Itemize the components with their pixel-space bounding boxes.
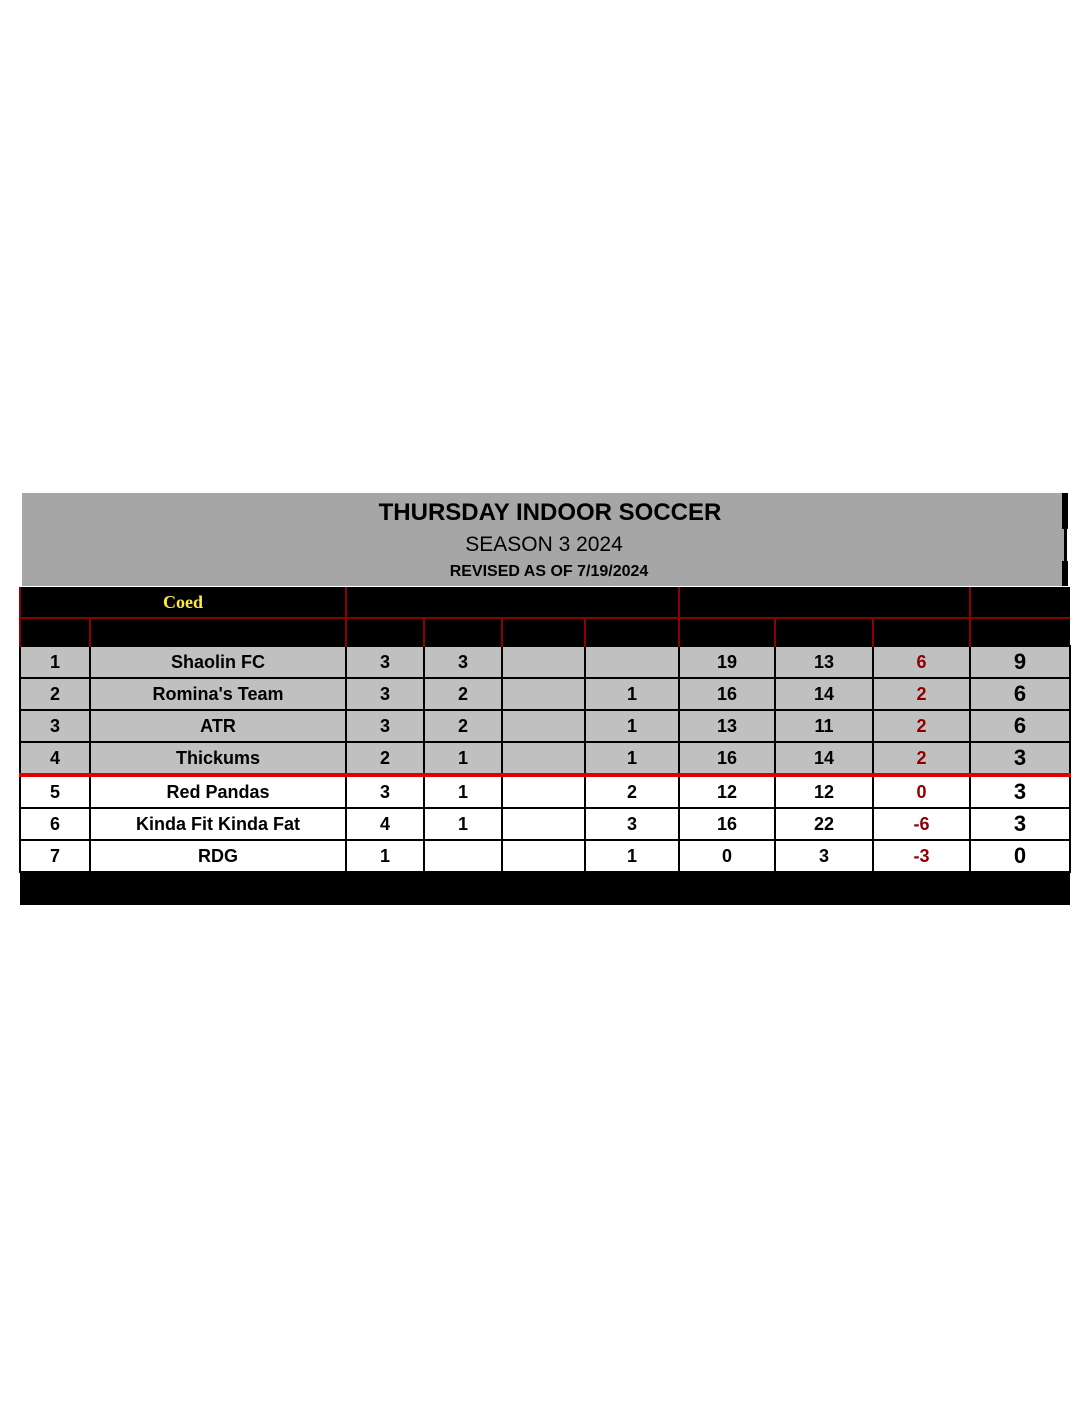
cell-losses: 1: [585, 710, 679, 742]
cell-points: 3: [970, 775, 1070, 808]
cell-for: 13: [679, 710, 775, 742]
cell-diff: 2: [873, 710, 970, 742]
table-row: [20, 808, 1070, 840]
cell-diff: 2: [873, 742, 970, 775]
cell-points: 6: [970, 710, 1070, 742]
table-row: [20, 775, 1070, 808]
cell-points: 3: [970, 808, 1070, 840]
cell-games: 1: [346, 840, 424, 872]
col-diff: DIFF.: [873, 618, 970, 646]
cell-pos: 5: [20, 775, 90, 808]
cell-pos: 4: [20, 742, 90, 775]
cell-pos: 2: [20, 678, 90, 710]
col-pos: POS.: [20, 618, 90, 646]
cell-for: 16: [679, 678, 775, 710]
cell-losses: 2: [585, 775, 679, 808]
cell-against: 22: [775, 808, 873, 840]
cell-against: 13: [775, 646, 873, 678]
col-games: GAMES: [346, 618, 424, 646]
cell-ties: [502, 646, 585, 678]
cell-team: Shaolin FC: [90, 646, 346, 678]
cell-for: 19: [679, 646, 775, 678]
cell-ties: [502, 710, 585, 742]
cell-games: 3: [346, 775, 424, 808]
cell-for: 12: [679, 775, 775, 808]
cell-pos: 3: [20, 710, 90, 742]
cell-games: 3: [346, 678, 424, 710]
cell-wins: 3: [424, 646, 502, 678]
col-team-name: TEAM NAME: [90, 618, 346, 646]
cell-ties: [502, 840, 585, 872]
cell-games: 3: [346, 710, 424, 742]
cell-losses: 1: [585, 742, 679, 775]
cell-against: 11: [775, 710, 873, 742]
col-ties: TIES: [502, 618, 585, 646]
cell-team: Red Pandas: [90, 775, 346, 808]
cell-diff: 6: [873, 646, 970, 678]
cell-against: 3: [775, 840, 873, 872]
cell-against: 14: [775, 678, 873, 710]
cell-points: 3: [970, 742, 1070, 775]
cell-wins: 2: [424, 710, 502, 742]
table-row: [20, 742, 1070, 775]
cell-points: 0: [970, 840, 1070, 872]
cell-wins: 1: [424, 775, 502, 808]
cell-ties: [502, 742, 585, 775]
cell-for: 0: [679, 840, 775, 872]
cell-wins: 2: [424, 678, 502, 710]
group-header-row: [20, 587, 1070, 618]
cell-for: 16: [679, 808, 775, 840]
cell-against: 14: [775, 742, 873, 775]
cell-diff: 0: [873, 775, 970, 808]
cell-points: 9: [970, 646, 1070, 678]
cell-diff: -6: [873, 808, 970, 840]
table-row: [20, 678, 1070, 710]
col-for: FOR: [679, 618, 775, 646]
season-record-group: SEASON RECORD: [346, 587, 679, 618]
table-row: [20, 646, 1070, 678]
cell-team: Romina's Team: [90, 678, 346, 710]
cell-ties: [502, 808, 585, 840]
revised-date: REVISED AS OF 7/19/2024: [449, 563, 649, 580]
table-row: [20, 840, 1070, 872]
cell-losses: 3: [585, 808, 679, 840]
cell-diff: 2: [873, 678, 970, 710]
cell-pos: 6: [20, 808, 90, 840]
cell-games: 2: [346, 742, 424, 775]
cell-pos: 7: [20, 840, 90, 872]
league-title: THURSDAY INDOOR SOCCER: [378, 499, 722, 526]
cell-wins: 1: [424, 808, 502, 840]
col-wins: WINS: [424, 618, 502, 646]
cell-for: 16: [679, 742, 775, 775]
cell-games: 4: [346, 808, 424, 840]
cell-ties: [502, 678, 585, 710]
cell-team: Kinda Fit Kinda Fat: [90, 808, 346, 840]
goals-group: GOALS: [679, 587, 970, 618]
cell-losses: [585, 646, 679, 678]
division-label: Coed: [20, 587, 346, 618]
cell-team: RDG: [90, 840, 346, 872]
cell-games: 3: [346, 646, 424, 678]
cell-losses: 1: [585, 840, 679, 872]
column-header-row: [20, 618, 1070, 646]
total-group: TOTAL: [970, 587, 1070, 618]
cell-ties: [502, 775, 585, 808]
cell-against: 12: [775, 775, 873, 808]
col-against: AGAINST: [775, 618, 873, 646]
footer-row: [20, 872, 1070, 905]
cell-wins: [424, 840, 502, 872]
col-losses: LOSSES: [585, 618, 679, 646]
cell-losses: 1: [585, 678, 679, 710]
cell-pos: 1: [20, 646, 90, 678]
cell-wins: 1: [424, 742, 502, 775]
playoff-note: ***HIGHLIGHTED TEAMS REFLECT PLAYOFF SPOTS***: [20, 872, 1070, 905]
season-label: SEASON 3 2024: [465, 533, 623, 556]
cell-diff: -3: [873, 840, 970, 872]
table-row: [20, 710, 1070, 742]
cell-points: 6: [970, 678, 1070, 710]
cell-team: Thickums: [90, 742, 346, 775]
col-points: POINTS: [970, 618, 1070, 646]
cell-team: ATR: [90, 710, 346, 742]
standings-table: [19, 587, 1071, 905]
